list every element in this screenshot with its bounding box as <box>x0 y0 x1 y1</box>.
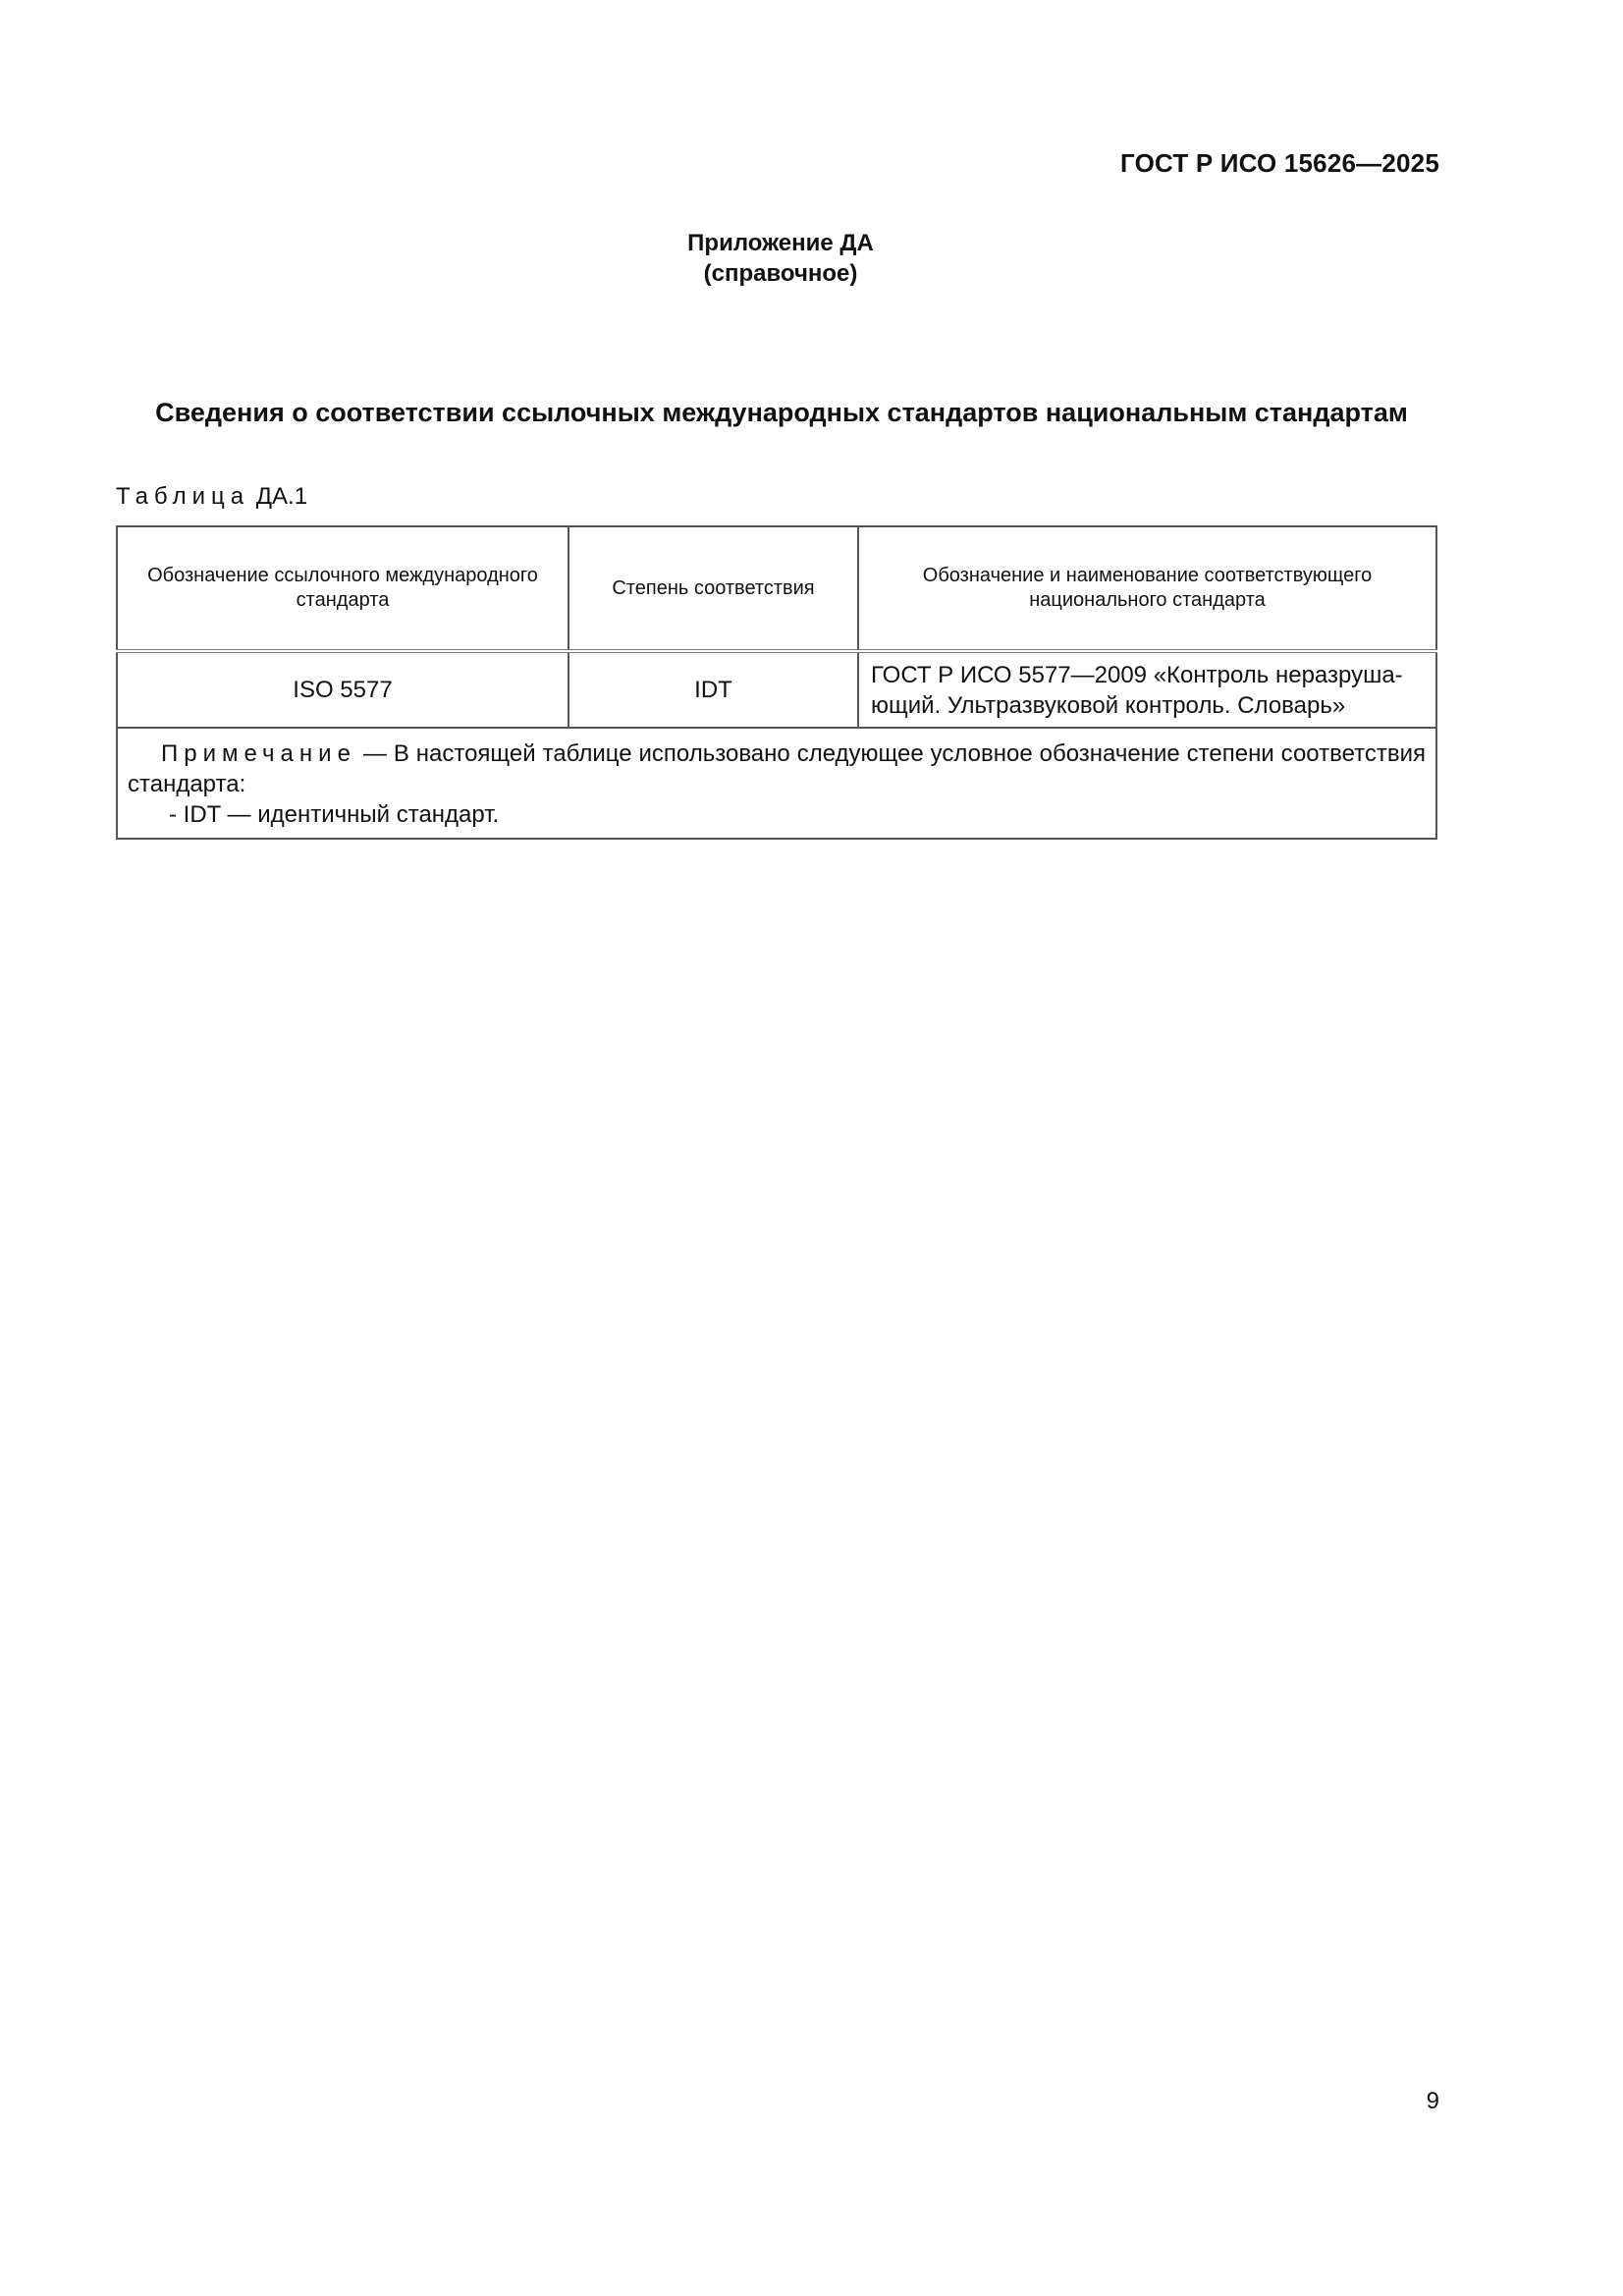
table-note <box>117 728 1436 839</box>
header-intl-standard: Обозначение ссылочного международного стандарта <box>117 526 568 651</box>
header-degree: Степень соответствия <box>568 526 858 651</box>
cell-national-standard: ГОСТ Р ИСО 5577—2009 «Контроль неразруша-ющий. Ультразвуковой контроль. Словарь» <box>858 651 1436 728</box>
annex-status: (справочное) <box>703 260 858 287</box>
annex-heading <box>0 228 1561 289</box>
note-text: — В настоящей таблице использовано следующее условное обозначение степени соответствия стандарта: <box>128 740 1427 797</box>
document-code: ГОСТ Р ИСО 15626—2025 <box>1119 148 1439 178</box>
correspondence-table <box>116 525 1437 840</box>
correspondence-table-wrapper <box>116 525 1437 840</box>
page-number: 9 <box>1426 2088 1439 2114</box>
table-header-row <box>117 526 1436 651</box>
section-title: Сведения о соответствии ссылочных международных стандартов национальным стандартам <box>155 398 1408 427</box>
note-item: - IDT — идентичный стандарт. <box>169 801 500 828</box>
table-caption <box>116 483 307 511</box>
table-note-row <box>117 728 1436 839</box>
note-label: Примечание <box>161 740 356 767</box>
cell-intl-standard: ISO 5577 <box>117 651 568 728</box>
header-national-standard: Обозначение и наименование соответствующего национального стандарта <box>858 526 1436 651</box>
table-row <box>117 651 1436 728</box>
annex-title: Приложение ДА <box>687 230 874 256</box>
table-caption-label: Таблица <box>116 483 250 510</box>
table-caption-number: ДА.1 <box>255 483 308 510</box>
cell-degree: IDT <box>568 651 858 728</box>
